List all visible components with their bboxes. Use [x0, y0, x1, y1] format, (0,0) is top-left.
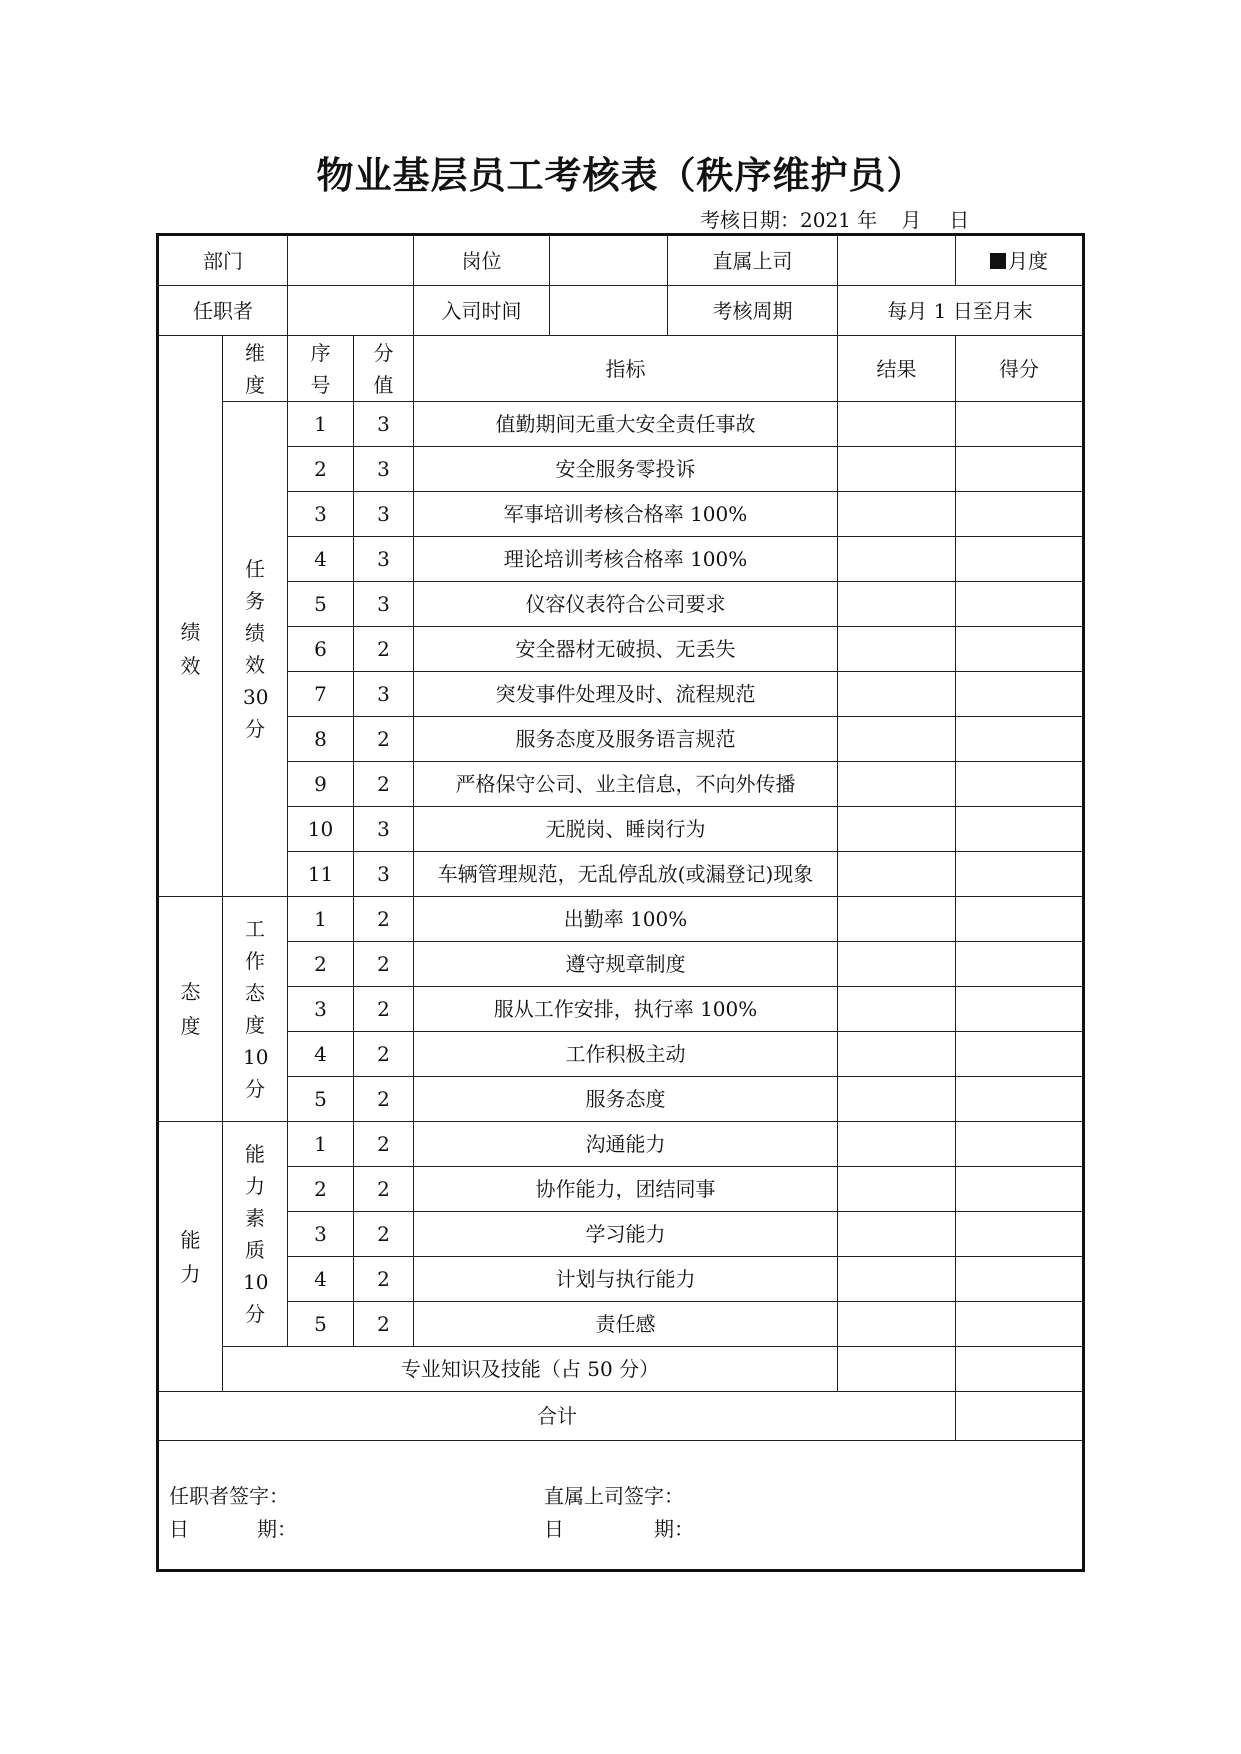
- seq-cell: 3: [288, 492, 354, 537]
- vertical-char: 工: [245, 917, 265, 941]
- result-field[interactable]: [838, 582, 956, 627]
- table-row: [158, 582, 1084, 627]
- vertical-char: 务: [245, 589, 265, 613]
- vertical-char: 10: [243, 1045, 269, 1069]
- vertical-text: [372, 337, 396, 401]
- score-cell: 3: [354, 447, 414, 492]
- skills-points-field[interactable]: [956, 1347, 1084, 1392]
- score-cell: 2: [354, 897, 414, 942]
- result-field[interactable]: [838, 807, 956, 852]
- table-row: [158, 537, 1084, 582]
- filled-square-icon: [990, 253, 1006, 269]
- seq-cell: 3: [288, 987, 354, 1032]
- dimension-header: [223, 336, 288, 402]
- vertical-char: 分: [245, 717, 265, 741]
- points-field[interactable]: [956, 1257, 1084, 1302]
- points-field[interactable]: [956, 1167, 1084, 1212]
- vertical-char: 绩: [245, 621, 265, 645]
- vertical-char: 序: [310, 340, 331, 365]
- indicator-cell: 协作能力，团结同事: [414, 1167, 838, 1212]
- vertical-char: 分: [245, 1302, 265, 1326]
- points-field[interactable]: [956, 582, 1084, 627]
- table-row: [158, 987, 1084, 1032]
- indicator-cell: 军事培训考核合格率 100%: [414, 492, 838, 537]
- points-header: 得分: [956, 336, 1084, 402]
- score-cell: 3: [354, 807, 414, 852]
- indicator-cell: 值勤期间无重大安全责任事故: [414, 402, 838, 447]
- vertical-char: 素: [245, 1206, 265, 1230]
- score-cell: 2: [354, 987, 414, 1032]
- points-field[interactable]: [956, 1077, 1084, 1122]
- vertical-char: 态: [245, 981, 265, 1005]
- period-type: [956, 235, 1084, 286]
- vertical-text: [179, 1223, 203, 1291]
- supervisor-field[interactable]: [838, 235, 956, 286]
- score-cell: 3: [354, 672, 414, 717]
- join-date-label: 入司时间: [414, 286, 550, 336]
- points-field[interactable]: [956, 717, 1084, 762]
- vertical-char: 度: [245, 372, 265, 397]
- table-row: [158, 627, 1084, 672]
- result-field[interactable]: [838, 627, 956, 672]
- result-field[interactable]: [838, 762, 956, 807]
- table-row: [158, 762, 1084, 807]
- seq-cell: 4: [288, 1257, 354, 1302]
- vertical-char: 度: [245, 1013, 265, 1037]
- total-label: 合计: [158, 1392, 956, 1441]
- exam-date-day: 日: [949, 208, 970, 232]
- vertical-char: 30: [243, 685, 269, 709]
- seq-header: [288, 336, 354, 402]
- seq-cell: 4: [288, 537, 354, 582]
- seq-cell: 4: [288, 1032, 354, 1077]
- post-label: 岗位: [414, 235, 550, 286]
- indicator-cell: 沟通能力: [414, 1122, 838, 1167]
- score-header: [354, 336, 414, 402]
- table-row: [158, 1257, 1084, 1302]
- exam-date: [700, 204, 1052, 233]
- result-field[interactable]: [838, 1077, 956, 1122]
- result-field[interactable]: [838, 447, 956, 492]
- vertical-char: 10: [243, 1270, 269, 1294]
- table-row: [158, 672, 1084, 717]
- category-cell: [158, 402, 223, 897]
- score-cell: 3: [354, 537, 414, 582]
- category-cell: [158, 897, 223, 1122]
- supervisor-date-label-a: 日: [544, 1517, 564, 1541]
- indicator-cell: 服务态度: [414, 1077, 838, 1122]
- vertical-char: 能: [245, 1142, 265, 1166]
- score-cell: 3: [354, 582, 414, 627]
- cycle-label: 考核周期: [668, 286, 838, 336]
- indicator-cell: 理论培训考核合格率 100%: [414, 537, 838, 582]
- score-cell: 2: [354, 1257, 414, 1302]
- score-cell: 2: [354, 942, 414, 987]
- holder-label: 任职者: [158, 286, 288, 336]
- skills-row: [158, 1347, 1084, 1392]
- evaluation-table: [156, 233, 1085, 1572]
- category-cell: [158, 1122, 223, 1392]
- result-field[interactable]: [838, 1302, 956, 1347]
- score-cell: 2: [354, 1077, 414, 1122]
- vertical-char: 绩: [180, 619, 201, 644]
- cycle-value: 每月 1 日至月末: [838, 286, 1084, 336]
- category-header: [158, 336, 223, 402]
- vertical-text: [243, 913, 267, 1105]
- dimension-cell: [223, 1122, 288, 1347]
- seq-cell: 5: [288, 1302, 354, 1347]
- seq-cell: 10: [288, 807, 354, 852]
- signature-box: [159, 1441, 1082, 1569]
- indicator-cell: 出勤率 100%: [414, 897, 838, 942]
- dimension-cell: [223, 897, 288, 1122]
- points-field[interactable]: [956, 627, 1084, 672]
- dimension-cell: [223, 402, 288, 897]
- points-field[interactable]: [956, 1122, 1084, 1167]
- score-cell: 2: [354, 1302, 414, 1347]
- dept-label: 部门: [158, 235, 288, 286]
- holder-field[interactable]: [288, 286, 414, 336]
- indicator-cell: 责任感: [414, 1302, 838, 1347]
- indicator-cell: 突发事件处理及时、流程规范: [414, 672, 838, 717]
- seq-cell: 6: [288, 627, 354, 672]
- result-field[interactable]: [838, 717, 956, 762]
- vertical-char: 效: [180, 653, 201, 678]
- vertical-text: [179, 975, 203, 1043]
- result-field[interactable]: [838, 402, 956, 447]
- result-field[interactable]: [838, 1122, 956, 1167]
- post-field[interactable]: [550, 235, 668, 286]
- seq-cell: 5: [288, 1077, 354, 1122]
- score-cell: 2: [354, 1122, 414, 1167]
- vertical-char: 态: [180, 980, 201, 1004]
- result-field[interactable]: [838, 987, 956, 1032]
- result-field[interactable]: [838, 852, 956, 897]
- vertical-char: 分: [373, 340, 394, 365]
- points-field[interactable]: [956, 672, 1084, 717]
- seq-cell: 9: [288, 762, 354, 807]
- result-field[interactable]: [838, 942, 956, 987]
- points-field[interactable]: [956, 762, 1084, 807]
- result-field[interactable]: [838, 1032, 956, 1077]
- total-row: [158, 1392, 1084, 1441]
- period-type-label: 月度: [1008, 248, 1048, 273]
- vertical-char: 作: [245, 949, 265, 973]
- supervisor-label: 直属上司: [668, 235, 838, 286]
- table-row: [158, 942, 1084, 987]
- join-date-field[interactable]: [550, 286, 668, 336]
- holder-date-label-a: 日: [169, 1517, 189, 1541]
- seq-cell: 7: [288, 672, 354, 717]
- vertical-char: 效: [245, 653, 265, 677]
- table-row: [158, 1032, 1084, 1077]
- table-row: [158, 897, 1084, 942]
- page-title: 物业基层员工考核表（秩序维护员）: [316, 154, 925, 197]
- seq-cell: 3: [288, 1212, 354, 1257]
- result-field[interactable]: [838, 1257, 956, 1302]
- result-field[interactable]: [838, 537, 956, 582]
- table-row: [158, 717, 1084, 762]
- vertical-char: 分: [245, 1077, 265, 1101]
- vertical-char: 维: [245, 340, 265, 365]
- seq-cell: 2: [288, 1167, 354, 1212]
- table-row: [158, 1302, 1084, 1347]
- points-field[interactable]: [956, 852, 1084, 897]
- table-row: [158, 492, 1084, 537]
- table-row: [158, 807, 1084, 852]
- indicator-cell: 遵守规章制度: [414, 942, 838, 987]
- score-cell: 2: [354, 717, 414, 762]
- vertical-char: 任: [245, 557, 265, 581]
- indicator-cell: 车辆管理规范，无乱停乱放(或漏登记)现象: [414, 852, 838, 897]
- score-cell: 2: [354, 762, 414, 807]
- table-row: [158, 1167, 1084, 1212]
- seq-cell: 1: [288, 402, 354, 447]
- score-cell: 2: [354, 1032, 414, 1077]
- holder-sign-label: 任职者签字：: [169, 1484, 289, 1508]
- header-row-2: [158, 286, 1084, 336]
- points-field[interactable]: [956, 987, 1084, 1032]
- result-field[interactable]: [838, 1212, 956, 1257]
- signature-cell: [158, 1441, 1084, 1571]
- vertical-char: 力: [245, 1174, 265, 1198]
- points-field[interactable]: [956, 807, 1084, 852]
- indicator-cell: 严格保守公司、业主信息，不向外传播: [414, 762, 838, 807]
- seq-cell: 8: [288, 717, 354, 762]
- points-field[interactable]: [956, 942, 1084, 987]
- points-field[interactable]: [956, 1212, 1084, 1257]
- skills-label: 专业知识及技能（占 50 分）: [223, 1347, 838, 1392]
- score-cell: 2: [354, 627, 414, 672]
- table-row: [158, 402, 1084, 447]
- indicator-cell: 安全服务零投诉: [414, 447, 838, 492]
- dept-field[interactable]: [288, 235, 414, 286]
- vertical-char: 能: [180, 1227, 201, 1252]
- result-field[interactable]: [838, 492, 956, 537]
- points-field[interactable]: [956, 402, 1084, 447]
- points-field[interactable]: [956, 1032, 1084, 1077]
- result-header: 结果: [838, 336, 956, 402]
- result-field[interactable]: [838, 1167, 956, 1212]
- points-field[interactable]: [956, 897, 1084, 942]
- column-header-row: [158, 336, 1084, 402]
- indicator-cell: 仪容仪表符合公司要求: [414, 582, 838, 627]
- score-cell: 3: [354, 492, 414, 537]
- vertical-text: [243, 1138, 267, 1330]
- supervisor-sign-label: 直属上司签字：: [544, 1484, 684, 1508]
- points-field[interactable]: [956, 492, 1084, 537]
- indicator-cell: 服从工作安排，执行率 100%: [414, 987, 838, 1032]
- indicator-cell: 工作积极主动: [414, 1032, 838, 1077]
- skills-result-field[interactable]: [838, 1347, 956, 1392]
- result-field[interactable]: [838, 672, 956, 717]
- seq-cell: 1: [288, 1122, 354, 1167]
- vertical-char: 值: [373, 372, 394, 397]
- indicator-cell: 服务态度及服务语言规范: [414, 717, 838, 762]
- seq-cell: 1: [288, 897, 354, 942]
- vertical-char: 质: [245, 1238, 265, 1262]
- vertical-char: 力: [180, 1261, 201, 1286]
- exam-date-year: 2021 年: [800, 208, 878, 232]
- points-field[interactable]: [956, 1302, 1084, 1347]
- vertical-char: 号: [310, 372, 331, 397]
- result-field[interactable]: [838, 897, 956, 942]
- seq-cell: 5: [288, 582, 354, 627]
- seq-cell: 2: [288, 942, 354, 987]
- points-field[interactable]: [956, 537, 1084, 582]
- seq-cell: 11: [288, 852, 354, 897]
- total-field[interactable]: [956, 1392, 1084, 1441]
- indicator-cell: 无脱岗、睡岗行为: [414, 807, 838, 852]
- indicator-cell: 计划与执行能力: [414, 1257, 838, 1302]
- indicator-header: 指标: [414, 336, 838, 402]
- score-cell: 2: [354, 1212, 414, 1257]
- score-cell: 3: [354, 402, 414, 447]
- seq-cell: 2: [288, 447, 354, 492]
- points-field[interactable]: [956, 447, 1084, 492]
- exam-date-month: 月: [901, 208, 922, 232]
- table-row: [158, 1212, 1084, 1257]
- indicator-cell: 安全器材无破损、无丢失: [414, 627, 838, 672]
- vertical-text: [309, 337, 333, 401]
- vertical-text: [243, 337, 267, 401]
- vertical-text: [243, 553, 267, 745]
- score-cell: 2: [354, 1167, 414, 1212]
- header-row-1: [158, 235, 1084, 286]
- table-row: [158, 1077, 1084, 1122]
- vertical-char: 度: [180, 1014, 201, 1038]
- holder-date-label-b: 期：: [257, 1517, 297, 1541]
- score-cell: 3: [354, 852, 414, 897]
- table-row: [158, 852, 1084, 897]
- signature-row: [158, 1441, 1084, 1571]
- supervisor-date-label-b: 期：: [654, 1517, 694, 1541]
- exam-date-label: 考核日期：: [700, 208, 800, 232]
- indicator-cell: 学习能力: [414, 1212, 838, 1257]
- table-row: [158, 1122, 1084, 1167]
- vertical-text: [179, 615, 203, 683]
- table-row: [158, 447, 1084, 492]
